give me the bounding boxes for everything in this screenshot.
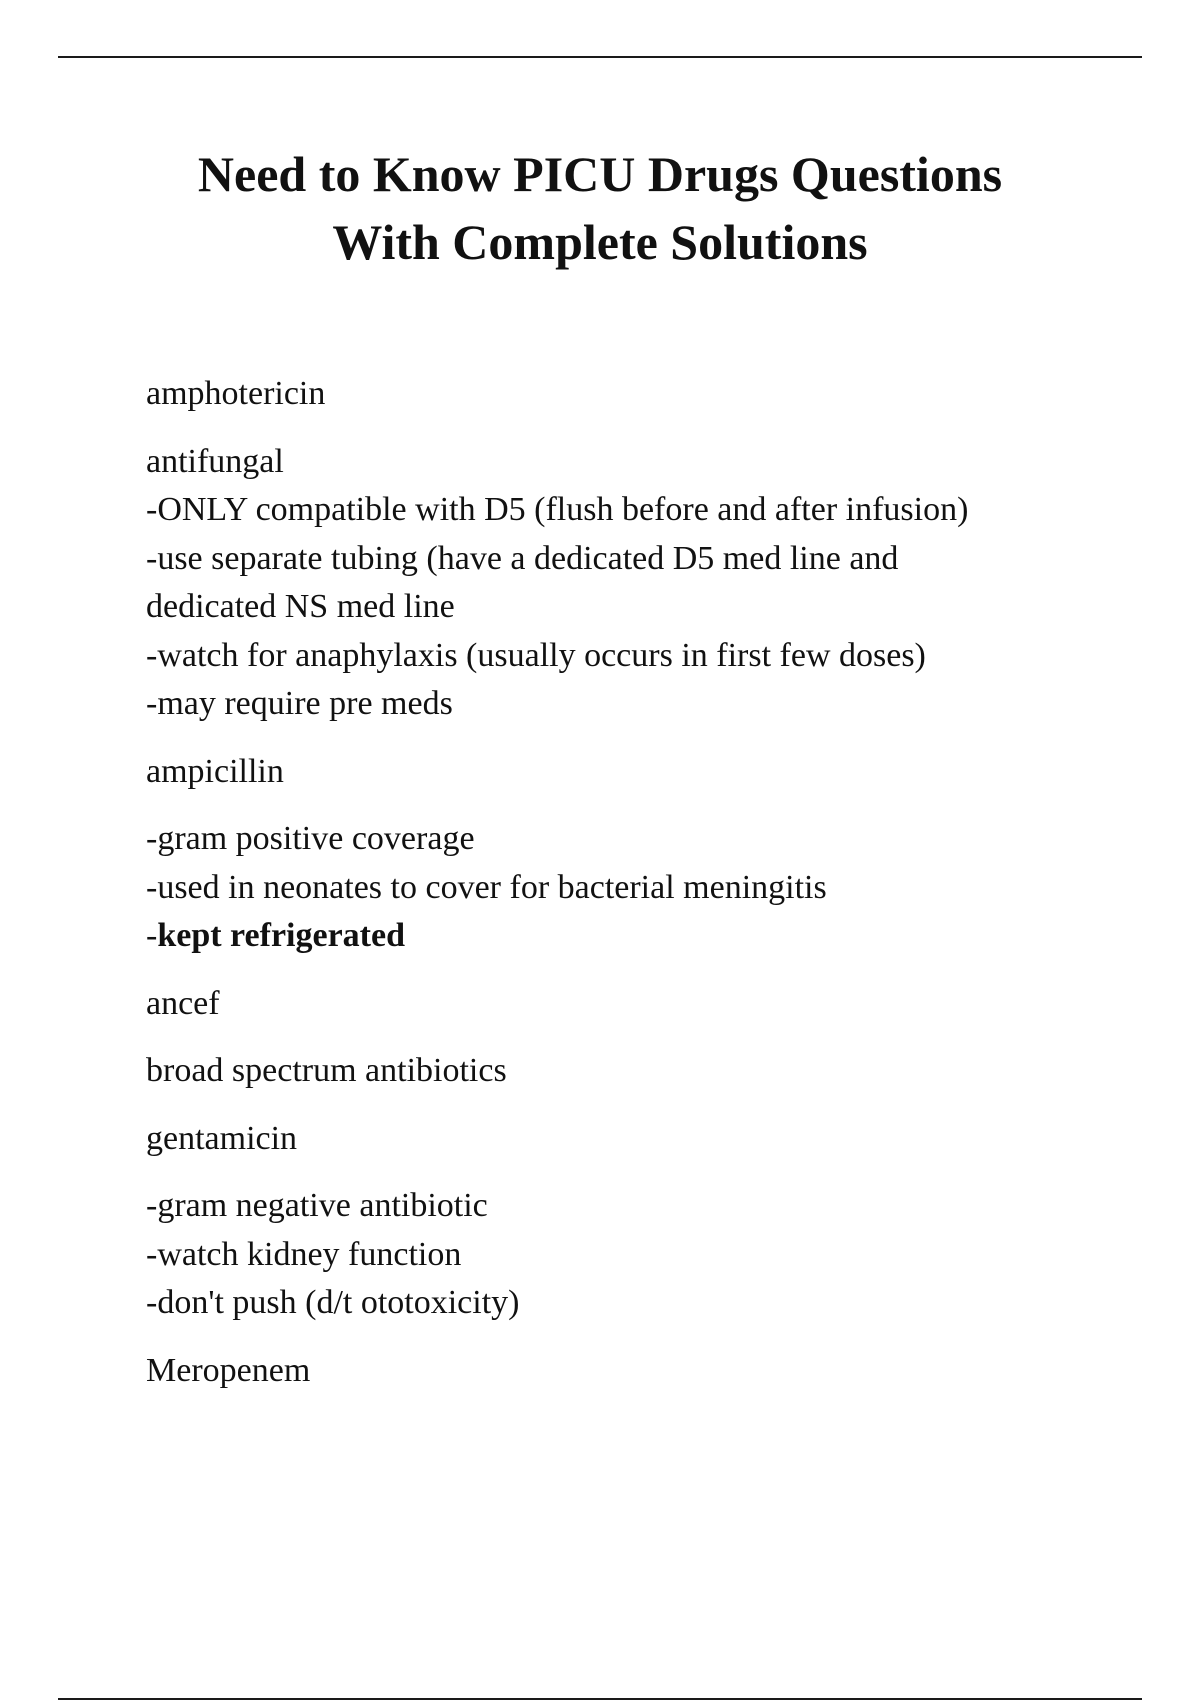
top-rule	[58, 56, 1142, 58]
answer-line: -gram positive coverage	[146, 820, 475, 857]
title-line-1: Need to Know PICU Drugs Questions	[197, 146, 1003, 202]
answer-line-bold	[146, 912, 1106, 961]
title-line-2: With Complete Solutions	[332, 214, 868, 270]
term-ampicillin	[146, 748, 1106, 797]
term-text: ancef	[146, 984, 220, 1022]
answer-line: antifungal	[146, 442, 284, 480]
answer-line: -watch kidney function	[146, 1235, 462, 1273]
term-text: ampicillin	[146, 752, 284, 790]
document-title	[0, 140, 1200, 276]
bold-prefix: -	[146, 917, 158, 954]
answer-ampicillin	[146, 815, 1106, 961]
term-text: amphotericin	[146, 375, 326, 412]
term-ancef	[146, 980, 1106, 1029]
term-text: Meropenem	[146, 1351, 311, 1389]
answer-line: -may require pre meds	[146, 685, 453, 722]
term-gentamicin	[146, 1115, 1106, 1164]
answer-line: broad spectrum antibiotics	[146, 1052, 507, 1089]
answer-line: -don't push (d/t ototoxicity)	[146, 1284, 520, 1321]
flashcard-list	[146, 370, 1106, 1414]
term-text: gentamicin	[146, 1119, 298, 1157]
term-meropenem	[146, 1347, 1106, 1396]
answer-amphotericin	[146, 438, 1106, 729]
answer-ancef	[146, 1047, 1106, 1096]
answer-line: -watch for anaphylaxis (usually occurs in first few doses)	[146, 636, 926, 674]
answer-gentamicin	[146, 1182, 1106, 1328]
answer-line: -ONLY compatible with D5 (flush before and after infusion)	[146, 491, 969, 528]
answer-line: -gram negative antibiotic	[146, 1187, 488, 1224]
answer-line: -used in neonates to cover for bacterial meningitis	[146, 868, 827, 906]
bold-text: kept refrigerated	[157, 917, 405, 954]
answer-line: -use separate tubing (have a dedicated D5 med line and	[146, 539, 899, 577]
answer-line: dedicated NS med line	[146, 588, 455, 625]
term-amphotericin	[146, 370, 1106, 419]
